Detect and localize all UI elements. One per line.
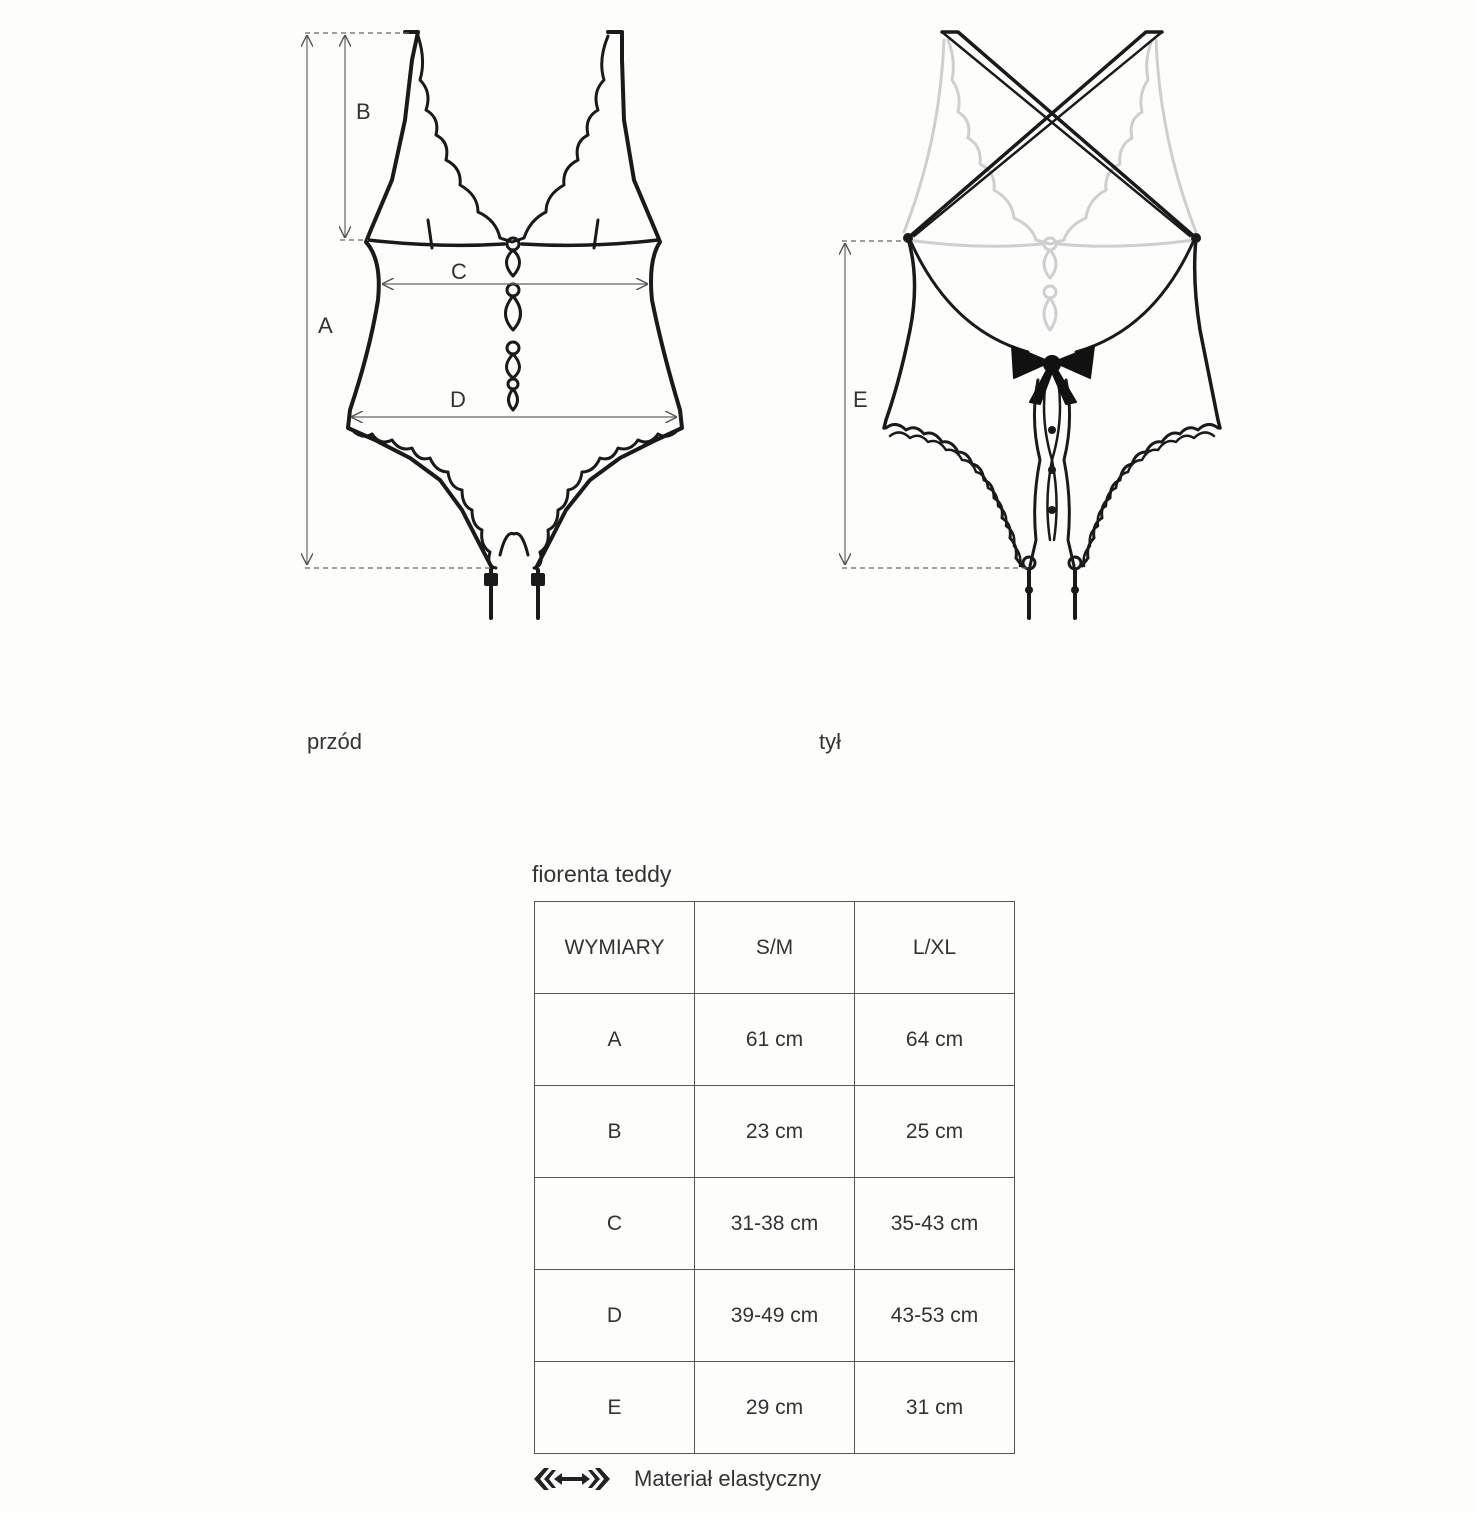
row-label: A <box>535 994 695 1086</box>
size-table <box>534 901 1015 1454</box>
legend <box>532 1466 821 1492</box>
cell-lxl: 25 cm <box>855 1086 1015 1178</box>
cell-lxl: 64 cm <box>855 994 1015 1086</box>
table-row <box>535 1178 1015 1270</box>
table-header-row <box>535 902 1015 994</box>
marker-c: C <box>451 259 467 284</box>
product-title: fiorenta teddy <box>532 861 672 887</box>
row-label: C <box>535 1178 695 1270</box>
garment-diagram <box>0 0 1476 700</box>
table-row <box>535 1086 1015 1178</box>
legend-text: Materiał elastyczny <box>634 1466 822 1491</box>
marker-d: D <box>450 387 466 412</box>
cell-sm: 23 cm <box>695 1086 855 1178</box>
cell-sm: 61 cm <box>695 994 855 1086</box>
marker-e: E <box>853 387 868 412</box>
cell-lxl: 35-43 cm <box>855 1178 1015 1270</box>
cell-sm: 31-38 cm <box>695 1178 855 1270</box>
cell-sm: 29 cm <box>695 1362 855 1454</box>
marker-a: A <box>318 313 333 338</box>
table-row <box>535 1270 1015 1362</box>
stretch-arrows-icon <box>532 1466 612 1492</box>
marker-b: B <box>356 99 371 124</box>
header-size-sm: S/M <box>695 902 855 994</box>
front-garment-drawing <box>348 32 682 618</box>
header-measurements: WYMIARY <box>535 902 695 994</box>
back-view-label: tył <box>819 729 841 754</box>
table-row <box>535 1362 1015 1454</box>
row-label: E <box>535 1362 695 1454</box>
back-garment-drawing <box>884 32 1220 618</box>
row-label: B <box>535 1086 695 1178</box>
cell-lxl: 31 cm <box>855 1362 1015 1454</box>
table-row <box>535 994 1015 1086</box>
front-view-label: przód <box>307 729 363 754</box>
cell-sm: 39-49 cm <box>695 1270 855 1362</box>
header-size-lxl: L/XL <box>855 902 1015 994</box>
cell-lxl: 43-53 cm <box>855 1270 1015 1362</box>
bow-icon <box>1012 346 1094 404</box>
row-label: D <box>535 1270 695 1362</box>
